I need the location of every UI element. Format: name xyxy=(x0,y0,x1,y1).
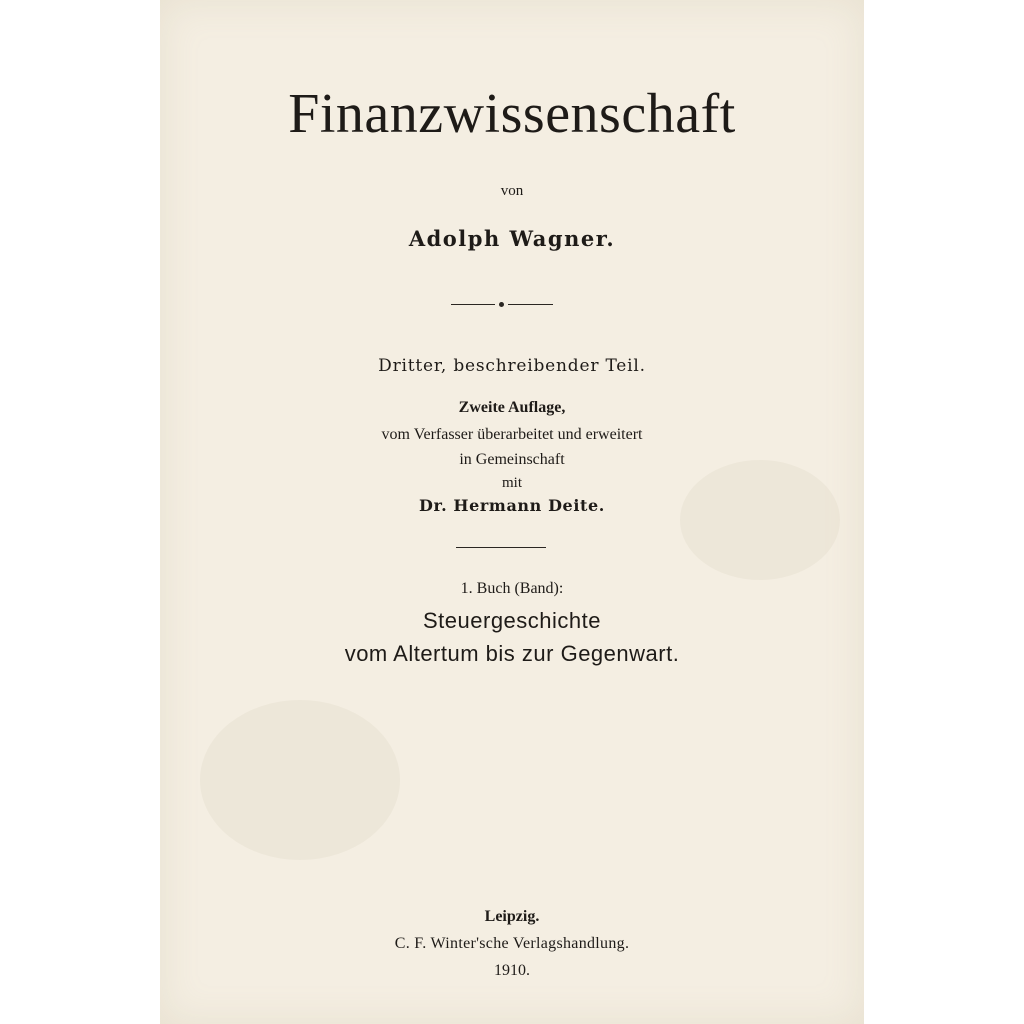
book-title: Finanzwissenschaft xyxy=(288,83,736,145)
imprint-city: Leipzig. xyxy=(484,908,540,925)
ornament-divider xyxy=(451,302,553,308)
volume-label: 1. Buch (Band): xyxy=(460,580,564,597)
imprint-year: 1910. xyxy=(494,962,530,979)
edition-line-1: vom Verfasser überarbeitet und erweitert xyxy=(381,426,643,443)
with-label: mit xyxy=(501,475,522,491)
edition-line-2: in Gemeinschaft xyxy=(459,451,565,468)
volume-subtitle-2: vom Altertum bis zur Gegenwart. xyxy=(344,641,680,666)
edition-label: Zweite Auflage, xyxy=(458,399,566,416)
author-name: Adolph Wagner. xyxy=(408,226,616,251)
imprint-publisher: C. F. Winter'sche Verlagshandlung. xyxy=(394,935,630,952)
coauthor-name: Dr. Hermann Deite. xyxy=(419,496,605,515)
volume-subtitle-1: Steuergeschichte xyxy=(423,608,601,633)
part-label: Dritter, beschreibender Teil. xyxy=(378,356,646,376)
paper-stain xyxy=(200,700,400,860)
divider-rule xyxy=(456,547,546,548)
by-label: von xyxy=(500,183,524,199)
title-page xyxy=(160,0,864,1024)
